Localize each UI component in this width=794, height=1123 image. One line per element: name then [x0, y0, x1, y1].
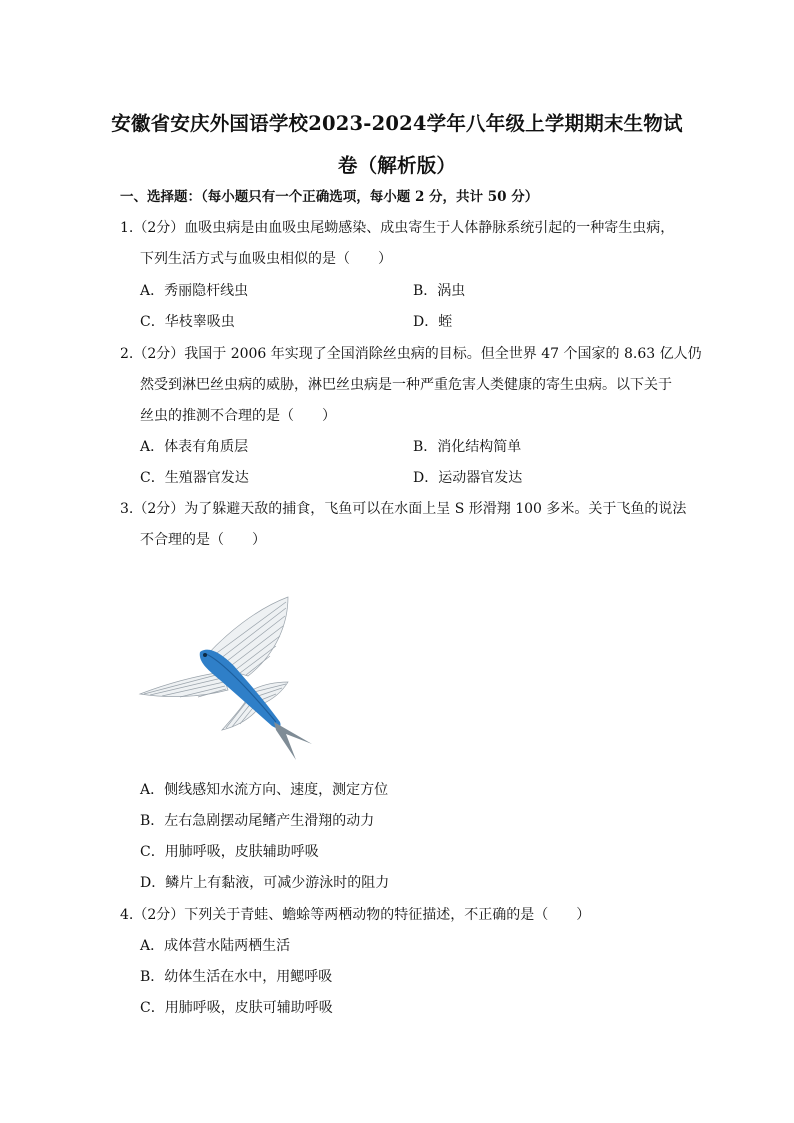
page-title: [60, 103, 734, 187]
question-2-line-2: 然受到淋巴丝虫病的威胁，淋巴丝虫病是一种严重危害人类健康的寄生虫病。以下关于: [140, 377, 672, 393]
q4-option-b: B．幼体生活在水中，用鳃呼吸: [140, 969, 333, 985]
q2-option-a: A．体表有角质层: [140, 439, 249, 455]
q3-option-d: D．鳞片上有黏液，可减少游泳时的阻力: [140, 875, 390, 891]
question-2-line-1: 2.（2分）我国于 2006 年实现了全国消除丝虫病的目标。但全世界 47 个国家的 8.63 亿人仍: [120, 346, 702, 362]
q3-option-c: C．用肺呼吸，皮肤辅助呼吸: [140, 844, 319, 860]
title-line-2: 卷（解析版）: [337, 154, 457, 177]
q1-option-c: C．华枝睾吸虫: [140, 314, 235, 330]
q1-option-d: D．蛭: [413, 314, 453, 330]
q4-option-c: C．用肺呼吸，皮肤可辅助呼吸: [140, 1000, 333, 1016]
q2-option-d: D．运动器官发达: [413, 470, 523, 486]
q2-option-b: B．消化结构简单: [413, 439, 522, 455]
question-1-line-2: 下列生活方式与血吸虫相似的是（ ）: [140, 251, 392, 267]
q3-option-a: A．侧线感知水流方向、速度，测定方位: [140, 782, 389, 798]
section-header: 一、选择题：（每小题只有一个正确选项，每小题 2 分，共计 50 分）: [120, 189, 539, 205]
q1-option-a: A．秀丽隐杆线虫: [140, 283, 249, 299]
q3-option-b: B．左右急剧摆动尾鳍产生滑翔的动力: [140, 813, 375, 829]
flying-fish-image: [136, 594, 316, 762]
question-2-line-3: 丝虫的推测不合理的是（ ）: [140, 408, 336, 424]
question-3-line-1: 3.（2分）为了躲避天敌的捕食，飞鱼可以在水面上呈 S 形滑翔 100 多米。关于飞鱼的说法: [120, 501, 687, 517]
q1-option-b: B．涡虫: [413, 283, 466, 299]
q2-option-c: C．生殖器官发达: [140, 470, 249, 486]
q4-option-a: A．成体营水陆两栖生活: [140, 938, 291, 954]
question-4-line-1: 4.（2分）下列关于青蛙、蟾蜍等两栖动物的特征描述，不正确的是（ ）: [120, 907, 591, 923]
fish-tail: [274, 722, 312, 760]
question-1-line-1: 1.（2分）血吸虫病是由血吸虫尾蚴感染、成虫寄生于人体静脉系统引起的一种寄生虫病，: [120, 220, 675, 236]
left-wing: [140, 672, 228, 697]
title-line-1: 安徽省安庆外国语学校2023-2024学年八年级上学期期末生物试: [111, 112, 683, 135]
fish-eye: [203, 653, 207, 657]
question-3-line-2: 不合理的是（ ）: [140, 532, 266, 548]
